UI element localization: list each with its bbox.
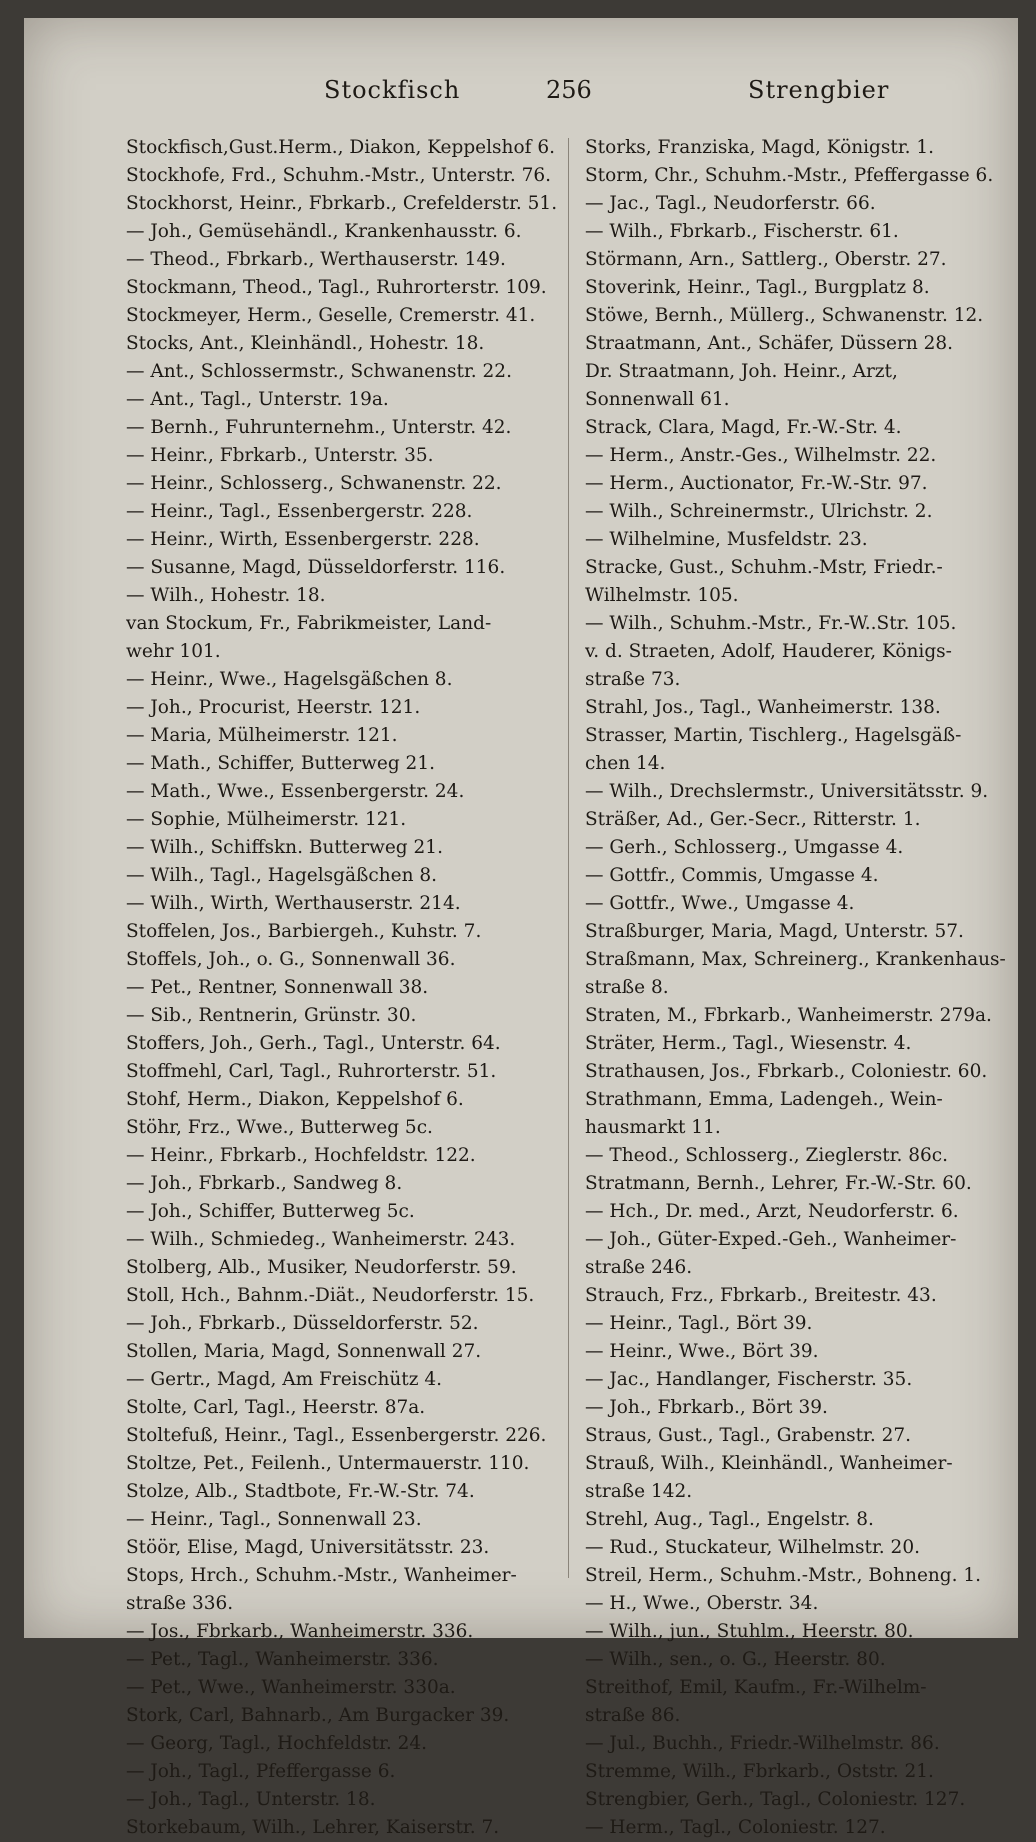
directory-entry: — Rud., Stuckateur, Wilhelmstr. 20.	[585, 1537, 920, 1558]
directory-entry: Stoffmehl, Carl, Tagl., Ruhrorterstr. 51.	[126, 1061, 497, 1082]
directory-entry: — Wilh., Schiffskn. Butterweg 21.	[126, 837, 443, 858]
directory-entry: — Math., Wwe., Essenbergerstr. 24.	[126, 781, 465, 802]
directory-entry: — Joh., Güter-Exped.-Geh., Wanheimer-	[585, 1229, 957, 1250]
directory-entry: — Theod., Schlosserg., Zieglerstr. 86c.	[585, 1145, 949, 1166]
directory-entry: — Heinr., Tagl., Bört 39.	[585, 1313, 813, 1334]
directory-entry: Stoltefuß, Heinr., Tagl., Essenbergerstr. 226.	[126, 1425, 547, 1446]
directory-entry: — Hch., Dr. med., Arzt, Neudorferstr. 6.	[585, 1201, 959, 1222]
directory-entry: — Joh., Procurist, Heerstr. 121.	[126, 697, 421, 718]
directory-entry: — Ant., Tagl., Unterstr. 19a.	[126, 389, 389, 410]
directory-entry: — Joh., Fbrkarb., Düsseldorferstr. 52.	[126, 1313, 479, 1334]
directory-entry: Stork, Carl, Bahnarb., Am Burgacker 39.	[126, 1705, 510, 1726]
directory-entry: straße 142.	[585, 1481, 693, 1502]
directory-entry: — Theod., Fbrkarb., Werthauserstr. 149.	[126, 249, 506, 270]
directory-entry: Strack, Clara, Magd, Fr.-W.-Str. 4.	[585, 417, 902, 438]
directory-entry: Strasser, Martin, Tischlerg., Hagelsgäß-	[585, 725, 962, 746]
directory-entry: Stoverink, Heinr., Tagl., Burgplatz 8.	[585, 277, 930, 298]
right-column	[585, 134, 1027, 1838]
directory-entry: Strahl, Jos., Tagl., Wanheimerstr. 138.	[585, 697, 941, 718]
directory-entry: — Herm., Anstr.-Ges., Wilhelmstr. 22.	[585, 445, 937, 466]
directory-entry: Straten, M., Fbrkarb., Wanheimerstr. 279a.	[585, 1005, 992, 1026]
directory-entry: — Heinr., Wwe., Bört 39.	[585, 1341, 819, 1362]
directory-entry: Strehl, Aug., Tagl., Engelstr. 8.	[585, 1509, 874, 1530]
directory-entry: Streil, Herm., Schuhm.-Mstr., Bohneng. 1.	[585, 1565, 982, 1586]
directory-entry: — Heinr., Schlosserg., Schwanenstr. 22.	[126, 473, 502, 494]
directory-entry: — Heinr., Wirth, Essenbergerstr. 228.	[126, 529, 480, 550]
directory-entry: straße 8.	[585, 977, 669, 998]
directory-entry: straße 246.	[585, 1257, 693, 1278]
header-right-keyword: Strengbier	[748, 76, 890, 104]
directory-entry: — Pet., Tagl., Wanheimerstr. 336.	[126, 1649, 439, 1670]
directory-entry: Stöör, Elise, Magd, Universitätsstr. 23.	[126, 1537, 490, 1558]
directory-entry: Stracke, Gust., Schuhm.-Mstr, Friedr.-	[585, 557, 943, 578]
directory-entry: Stoltze, Pet., Feilenh., Untermauerstr. 110.	[126, 1453, 530, 1474]
directory-entry: Stöhr, Frz., Wwe., Butterweg 5c.	[126, 1117, 433, 1138]
directory-entry: — Joh., Tagl., Pfeffergasse 6.	[126, 1761, 396, 1782]
directory-entry: Stoffers, Joh., Gerh., Tagl., Unterstr. 64.	[126, 1033, 501, 1054]
directory-entry: — Joh., Fbrkarb., Bört 39.	[585, 1397, 828, 1418]
left-column	[126, 134, 568, 1838]
directory-entry: — Math., Schiffer, Butterweg 21.	[126, 753, 435, 774]
directory-entry: v. d. Straeten, Adolf, Hauderer, Königs-	[585, 641, 952, 662]
directory-entry: Stops, Hrch., Schuhm.-Mstr., Wanheimer-	[126, 1565, 517, 1586]
directory-entry: straße 73.	[585, 669, 681, 690]
directory-entry: — Heinr., Wwe., Hagelsgäßchen 8.	[126, 669, 453, 690]
directory-entry: — Joh., Gemüsehändl., Krankenhausstr. 6.	[126, 221, 522, 242]
directory-entry: Strathausen, Jos., Fbrkarb., Coloniestr. 60.	[585, 1061, 988, 1082]
directory-entry: — Wilh., Fbrkarb., Fischerstr. 61.	[585, 221, 899, 242]
directory-entry: — Heinr., Fbrkarb., Unterstr. 35.	[126, 445, 434, 466]
directory-entry: hausmarkt 11.	[585, 1117, 721, 1138]
directory-entry: — Joh., Tagl., Unterstr. 18.	[126, 1789, 376, 1810]
directory-entry: — Wilh., Schmiedeg., Wanheimerstr. 243.	[126, 1229, 516, 1250]
directory-entry: Sonnenwall 61.	[585, 389, 730, 410]
directory-entry: Stratmann, Bernh., Lehrer, Fr.-W.-Str. 60.	[585, 1173, 972, 1194]
directory-entry: straße 86.	[585, 1705, 681, 1726]
directory-entry: Stockfisch,Gust.Herm., Diakon, Keppelshof 6.	[126, 137, 555, 158]
directory-entry: Stöwe, Bernh., Müllerg., Schwanenstr. 12.	[585, 305, 984, 326]
directory-entry: — Wilhelmine, Musfeldstr. 23.	[585, 529, 868, 550]
page-number: 256	[546, 76, 592, 104]
directory-entry: straße 336.	[126, 1593, 234, 1614]
directory-entry: — H., Wwe., Oberstr. 34.	[585, 1593, 819, 1614]
directory-entry: — Wilh., Tagl., Hagelsgäßchen 8.	[126, 865, 438, 886]
directory-entry: Sträßer, Ad., Ger.-Secr., Ritterstr. 1.	[585, 809, 921, 830]
directory-entry: — Jac., Handlanger, Fischerstr. 35.	[585, 1369, 913, 1390]
directory-entry: — Pet., Wwe., Wanheimerstr. 330a.	[126, 1677, 456, 1698]
directory-entry: Strauß, Wilh., Kleinhändl., Wanheimer-	[585, 1453, 953, 1474]
directory-entry: Dr. Straatmann, Joh. Heinr., Arzt,	[585, 361, 898, 382]
directory-entry: Stoffels, Joh., o. G., Sonnenwall 36.	[126, 949, 456, 970]
directory-entry: — Joh., Fbrkarb., Sandweg 8.	[126, 1173, 403, 1194]
directory-entry: wehr 101.	[126, 641, 221, 662]
directory-entry: Storkebaum, Wilh., Lehrer, Kaiserstr. 7.	[126, 1817, 500, 1838]
directory-entry: Stockmann, Theod., Tagl., Ruhrorterstr. 109.	[126, 277, 547, 298]
directory-entry: — Jos., Fbrkarb., Wanheimerstr. 336.	[126, 1621, 474, 1642]
directory-entry: Stolze, Alb., Stadtbote, Fr.-W.-Str. 74.	[126, 1481, 475, 1502]
directory-entry: — Herm., Auctionator, Fr.-W.-Str. 97.	[585, 473, 928, 494]
directory-entry: — Wilh., sen., o. G., Heerstr. 80.	[585, 1649, 886, 1670]
directory-entry: — Heinr., Tagl., Essenbergerstr. 228.	[126, 501, 473, 522]
directory-entry: Straus, Gust., Tagl., Grabenstr. 27.	[585, 1425, 912, 1446]
directory-entry: Stoffelen, Jos., Barbiergeh., Kuhstr. 7.	[126, 921, 482, 942]
directory-entry: — Heinr., Fbrkarb., Hochfeldstr. 122.	[126, 1145, 476, 1166]
directory-entry: — Gerh., Schlosserg., Umgasse 4.	[585, 837, 904, 858]
directory-entry: — Wilh., Schreinermstr., Ulrichstr. 2.	[585, 501, 933, 522]
directory-entry: Sträter, Herm., Tagl., Wiesenstr. 4.	[585, 1033, 912, 1054]
directory-entry: Stolberg, Alb., Musiker, Neudorferstr. 59.	[126, 1257, 517, 1278]
directory-entry: Strauch, Frz., Fbrkarb., Breitestr. 43.	[585, 1285, 937, 1306]
directory-entry: — Jac., Tagl., Neudorferstr. 66.	[585, 193, 876, 214]
column-divider	[568, 138, 569, 1578]
directory-entry: — Wilh., Schuhm.-Mstr., Fr.-W..Str. 105.	[585, 613, 957, 634]
directory-entry: — Sophie, Mülheimerstr. 121.	[126, 809, 407, 830]
directory-entry: — Gottfr., Commis, Umgasse 4.	[585, 865, 879, 886]
directory-entry: — Georg, Tagl., Hochfeldstr. 24.	[126, 1733, 428, 1754]
directory-entry: van Stockum, Fr., Fabrikmeister, Land-	[126, 613, 492, 634]
directory-entry: — Bernh., Fuhrunternehm., Unterstr. 42.	[126, 417, 512, 438]
directory-entry: Straßmann, Max, Schreinerg., Krankenhaus-	[585, 949, 1006, 970]
directory-entry: — Wilh., Wirth, Werthauserstr. 214.	[126, 893, 461, 914]
directory-entry: — Ant., Schlossermstr., Schwanenstr. 22.	[126, 361, 512, 382]
directory-entry: Stohf, Herm., Diakon, Keppelshof 6.	[126, 1089, 464, 1110]
directory-entry: Stocks, Ant., Kleinhändl., Hohestr. 18.	[126, 333, 485, 354]
directory-entry: — Maria, Mülheimerstr. 121.	[126, 725, 398, 746]
header-left-keyword: Stockfisch	[324, 76, 461, 104]
directory-entry: Storm, Chr., Schuhm.-Mstr., Pfeffergasse 6.	[585, 165, 994, 186]
directory-entry: — Sib., Rentnerin, Grünstr. 30.	[126, 1005, 417, 1026]
directory-entry: — Wilh., Drechslermstr., Universitätsstr. 9.	[585, 781, 989, 802]
directory-entry: Streithof, Emil, Kaufm., Fr.-Wilhelm-	[585, 1677, 927, 1698]
directory-entry: Strathmann, Emma, Ladengeh., Wein-	[585, 1089, 943, 1110]
directory-entry: — Gottfr., Wwe., Umgasse 4.	[585, 893, 855, 914]
directory-entry: Stockhofe, Frd., Schuhm.-Mstr., Unterstr. 76.	[126, 165, 552, 186]
directory-page	[24, 18, 1018, 1838]
page-header	[24, 76, 1018, 112]
directory-entry: Störmann, Arn., Sattlerg., Oberstr. 27.	[585, 249, 947, 270]
directory-entry: Straßburger, Maria, Magd, Unterstr. 57.	[585, 921, 964, 942]
directory-entry: Stremme, Wilh., Fbrkarb., Oststr. 21.	[585, 1761, 934, 1782]
directory-entry: Straatmann, Ant., Schäfer, Düssern 28.	[585, 333, 954, 354]
directory-entry: — Pet., Rentner, Sonnenwall 38.	[126, 977, 429, 998]
directory-entry: Stoll, Hch., Bahnm.-Diät., Neudorferstr. 15.	[126, 1285, 535, 1306]
directory-entry: Wilhelmstr. 105.	[585, 585, 739, 606]
directory-entry: — Wilh., jun., Stuhlm., Heerstr. 80.	[585, 1621, 914, 1642]
directory-entry: Stolte, Carl, Tagl., Heerstr. 87a.	[126, 1397, 426, 1418]
directory-entry: — Joh., Schiffer, Butterweg 5c.	[126, 1201, 415, 1222]
directory-entry: — Susanne, Magd, Düsseldorferstr. 116.	[126, 557, 506, 578]
directory-entry: — Herm., Tagl., Coloniestr. 127.	[585, 1817, 886, 1838]
directory-entry: — Jul., Buchh., Friedr.-Wilhelmstr. 86.	[585, 1733, 940, 1754]
directory-entry: Stockmeyer, Herm., Geselle, Cremerstr. 41.	[126, 305, 536, 326]
directory-entry: Storks, Franziska, Magd, Königstr. 1.	[585, 137, 935, 158]
directory-entry: — Wilh., Hohestr. 18.	[126, 585, 326, 606]
directory-entry: chen 14.	[585, 753, 666, 774]
directory-entry: Strengbier, Gerh., Tagl., Coloniestr. 127.	[585, 1789, 966, 1810]
directory-entry: Stollen, Maria, Magd, Sonnenwall 27.	[126, 1341, 482, 1362]
directory-entry: — Heinr., Tagl., Sonnenwall 23.	[126, 1509, 422, 1530]
directory-entry: — Gertr., Magd, Am Freischütz 4.	[126, 1369, 442, 1390]
directory-entry: Stockhorst, Heinr., Fbrkarb., Crefelderstr. 51.	[126, 193, 558, 214]
